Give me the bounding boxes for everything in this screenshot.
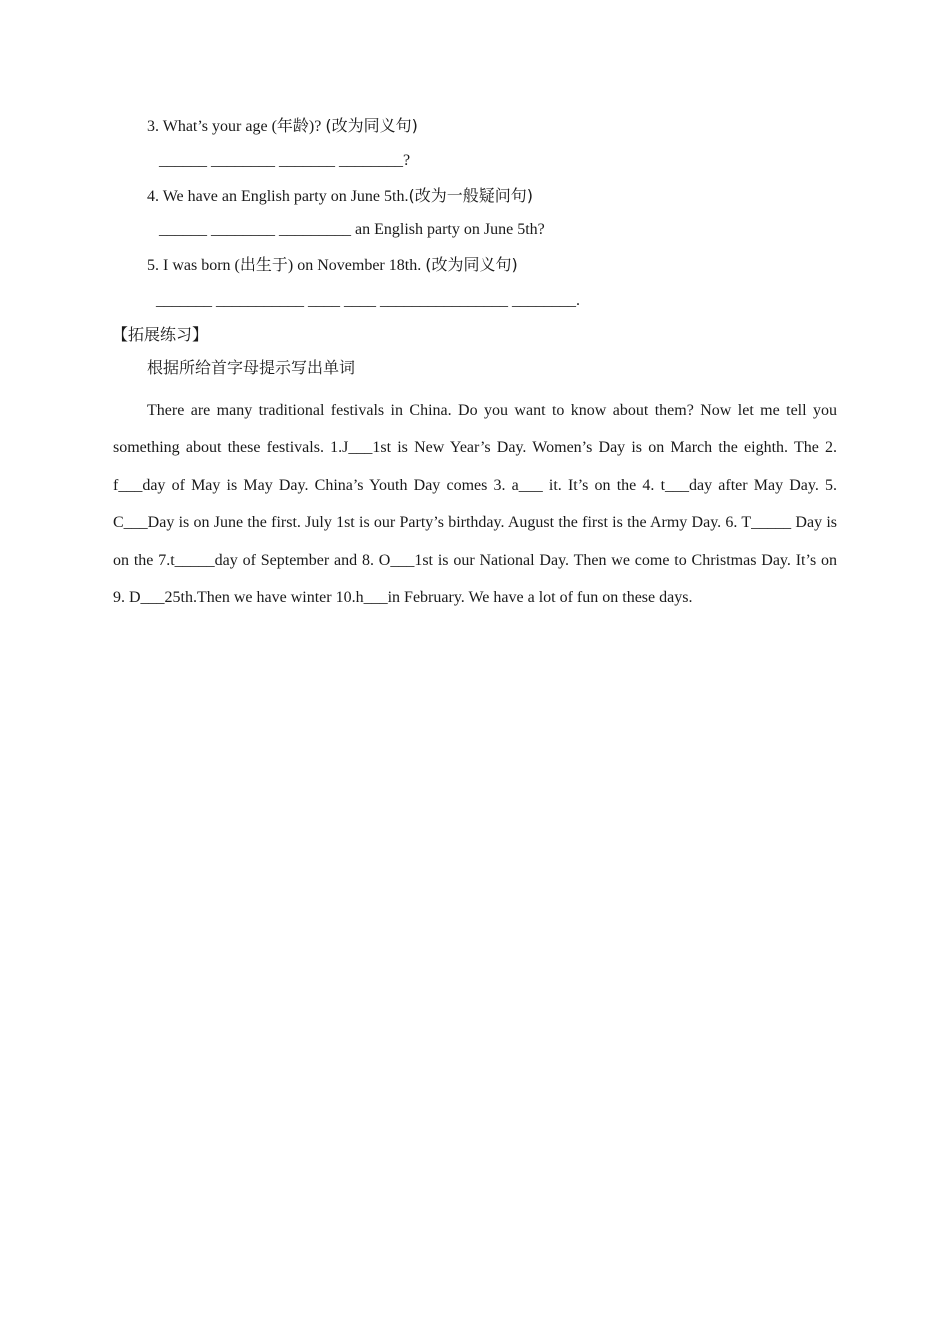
section-title: 【拓展练习】 (112, 325, 209, 344)
question-4-prompt: 4. We have an English party on June 5th. (147, 188, 409, 205)
question-5-instruction: (改为同义句) (425, 255, 518, 274)
question-5-prompt-end: ) on November 18th. (287, 257, 422, 274)
question-5-answer-blanks: _______ ___________ ____ ____ ________________ ________. (156, 292, 580, 309)
question-5 (147, 255, 518, 276)
question-3 (147, 116, 418, 137)
section-instruction: 根据所给首字母提示写出单词 (147, 358, 356, 377)
question-4-instruction: (改为一般疑问句) (408, 186, 533, 205)
question-4-answer-blanks: ______ ________ _________ an English party on June 5th? (159, 221, 545, 238)
cloze-passage: There are many traditional festivals in China. Do you want to know about them? Now let me tell you something about these festivals. 1.J___1st is New Year’s Day. Women’s Day is on March the eighth. The 2. f___day of May is May Day. China’s Youth Day comes 3. a___ it. It’s on the 4. t___day after May Day. 5. C___Day is on June the first. July 1st is our Party’s birthday. August the first is the Army Day. 6. T_____ Day is on the 7.t_____day of September and 8. O___1st is our National Day. Then we come to Christmas Day. It’s on 9. D___25th.Then we have winter 10.h___in February. We have a lot of fun on these days. (113, 402, 837, 607)
question-3-instruction: (改为同义句) (325, 116, 418, 135)
question-5-prompt: 5. I was born ( (147, 257, 240, 274)
question-3-answer-blanks: ______ ________ _______ ________? (159, 152, 411, 169)
question-5-prompt-cn: 出生于 (239, 255, 288, 274)
question-3-prompt-end: )? (308, 118, 322, 135)
question-3-prompt-cn: 年龄 (276, 116, 309, 135)
question-4 (147, 186, 533, 207)
question-3-prompt: 3. What’s your age ( (147, 118, 277, 135)
